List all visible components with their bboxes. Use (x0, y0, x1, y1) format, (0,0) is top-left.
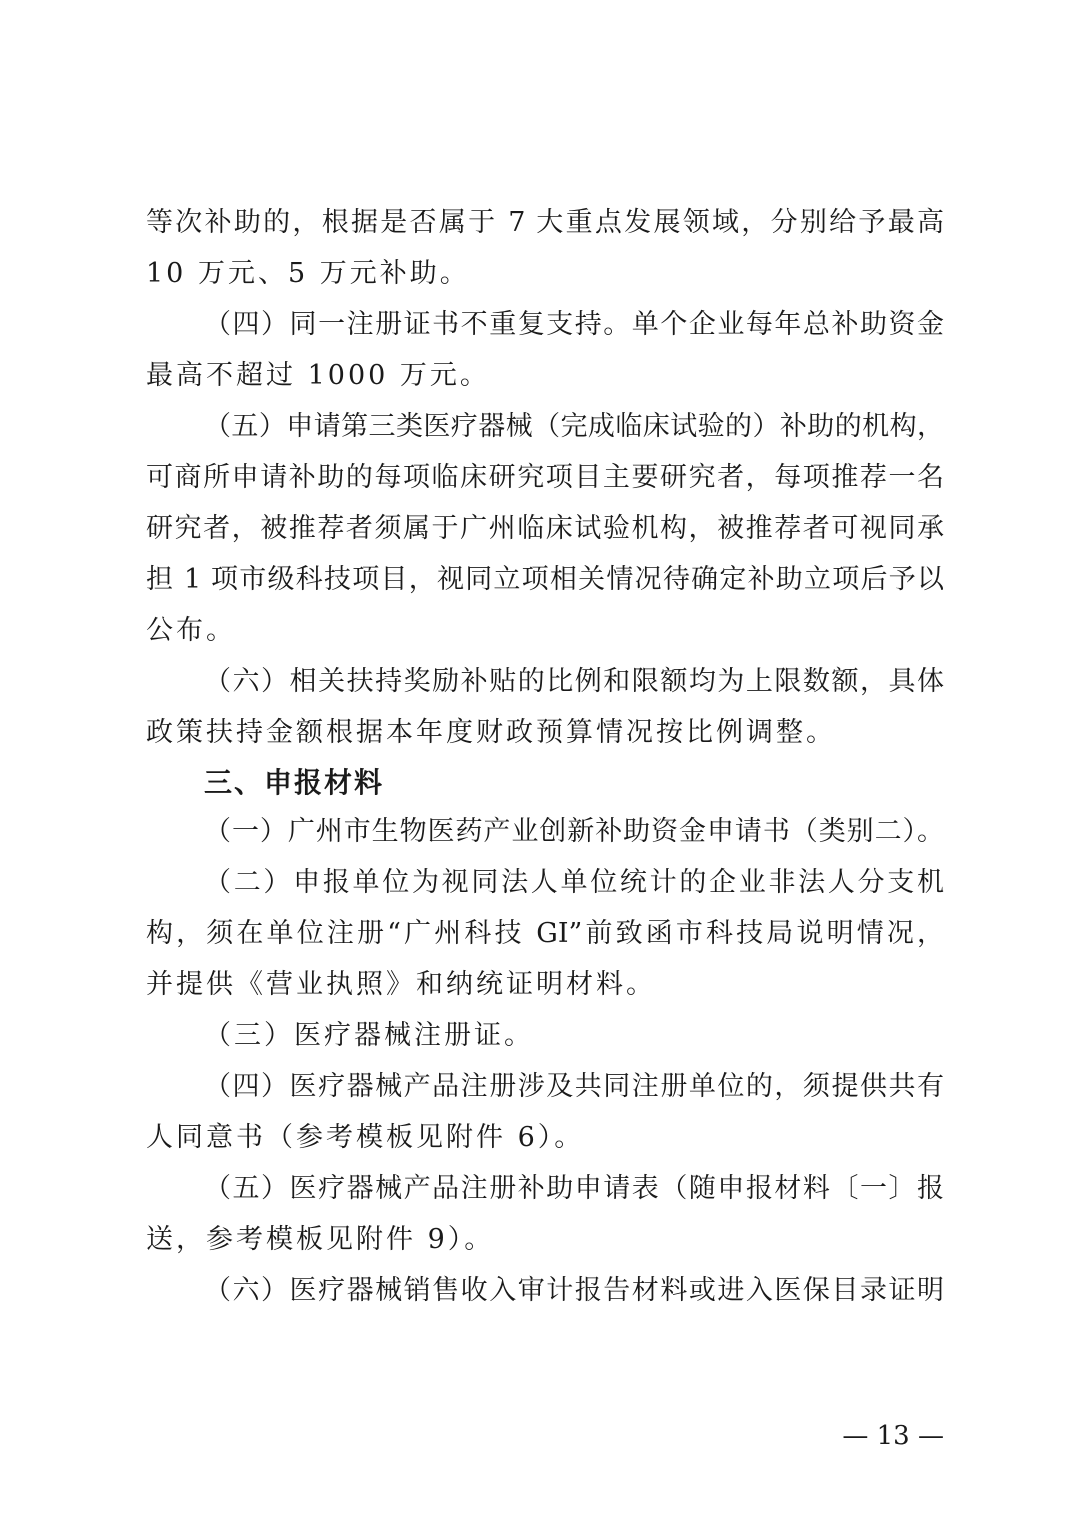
body-text-line: 人同意书（参考模板见附件 6）。 (146, 1122, 585, 1153)
body-text-line: 政策扶持金额根据本年度财政预算情况按比例调整。 (146, 717, 836, 748)
body-text-line: （五）医疗器械产品注册补助申请表（随申报材料〔一〕报 (204, 1173, 944, 1204)
body-text-line: 可商所申请补助的每项临床研究项目主要研究者，每项推荐一名 (146, 462, 944, 493)
body-text-line: 10 万元、5 万元补助。 (146, 258, 470, 289)
body-text-line: （三）医疗器械注册证。 (204, 1020, 534, 1051)
body-text-line: （一）广州市生物医药产业创新补助资金申请书（类别二）。 (204, 816, 944, 847)
body-text-line: 送，参考模板见附件 9）。 (146, 1224, 495, 1255)
body-text-line: （五）申请第三类医疗器械（完成临床试验的）补助的机构， (204, 411, 944, 442)
body-text-line: （二）申报单位为视同法人单位统计的企业非法人分支机 (204, 867, 944, 898)
body-text-line: 研究者，被推荐者须属于广州临床试验机构，被推荐者可视同承 (146, 513, 944, 544)
page-number: — 13 — (842, 1421, 944, 1451)
section-heading: 三、申报材料 (204, 766, 385, 799)
body-text-line: （四）医疗器械产品注册涉及共同注册单位的，须提供共有 (204, 1071, 944, 1102)
body-text-line: 构，须在单位注册“广州科技 GI”前致函市科技局说明情况， (146, 918, 944, 949)
body-text-line: 等次补助的，根据是否属于 7 大重点发展领域，分别给予最高 (146, 207, 944, 238)
body-text-line: （四）同一注册证书不重复支持。单个企业每年总补助资金 (204, 309, 944, 340)
body-text-line: 并提供《营业执照》和纳统证明材料。 (146, 969, 656, 1000)
body-text-line: （六）医疗器械销售收入审计报告材料或进入医保目录证明 (204, 1275, 944, 1306)
body-text-line: 担 1 项市级科技项目，视同立项相关情况待确定补助立项后予以 (146, 564, 944, 595)
body-text-line: 公布。 (146, 615, 236, 646)
body-text-line: 最高不超过 1000 万元。 (146, 360, 490, 391)
body-text-line: （六）相关扶持奖励补贴的比例和限额均为上限数额，具体 (204, 666, 944, 697)
